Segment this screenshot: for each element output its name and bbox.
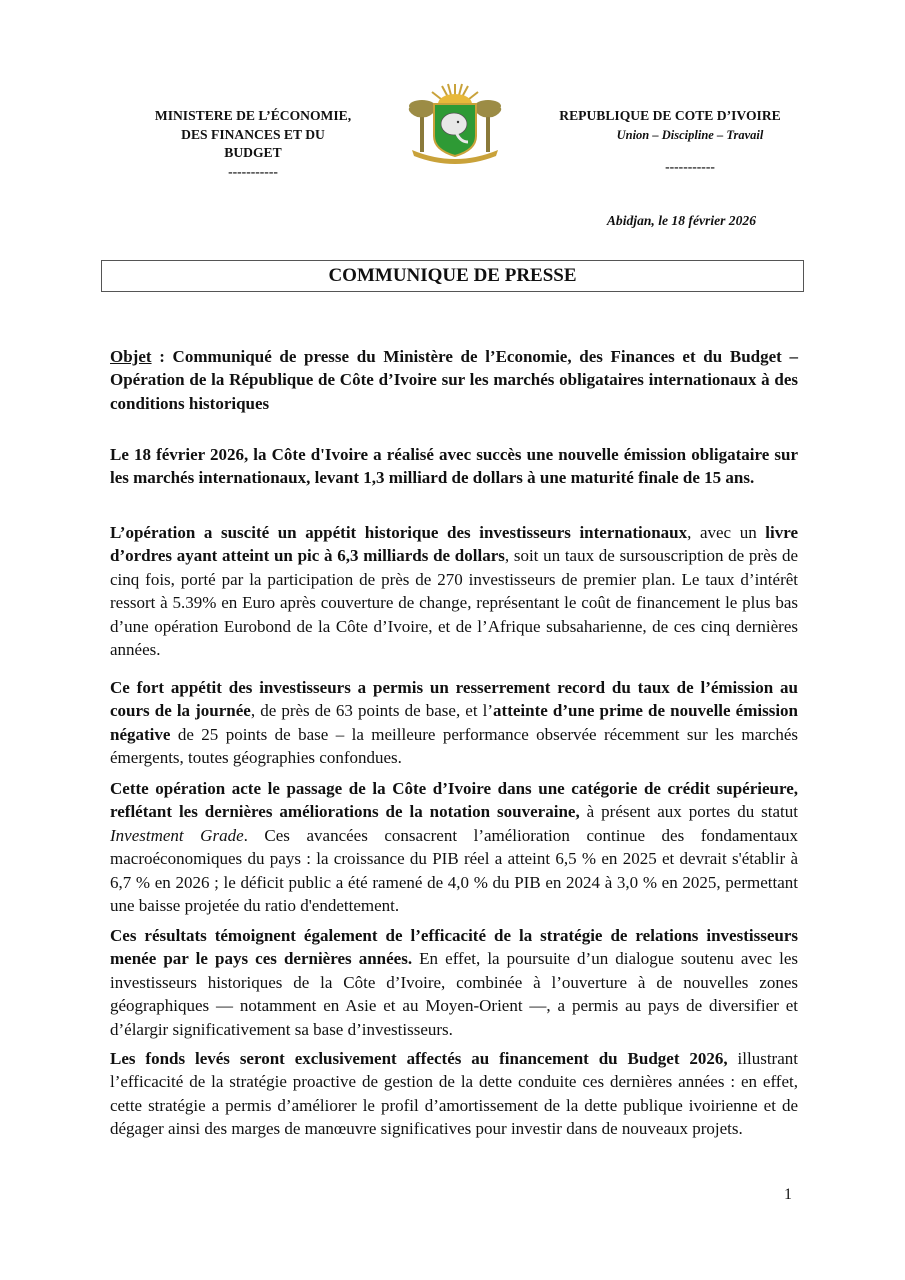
republic-header [520,107,820,177]
republic-separator: ----------- [665,159,715,174]
ministry-line-3: BUDGET [224,145,282,160]
object-sep: : [151,347,173,366]
p3-bold-2: atteinte d’une prime de nouvelle émission négative [110,701,799,744]
p2-text-2: , soit un taux de sursouscription de près de cinq fois, porté par la participation de près de 270 investisseurs de premier plan. Le taux d’intérêt ressort à 5.39% en Euro après couverture de change, représentant le coût de financement le plus bas d’une opération Eurobond de la Côte d’Ivoire, et de l’Afrique subsaharienne, de ces cinq dernières années. [110,546,798,660]
object-line [110,345,798,415]
p4-bold-1: Cette opération acte le passage de la Côte d’Ivoire dans une catégorie de crédit supérieure, reflétant les dernières améliorations de la notation souveraine, [110,779,798,822]
p6-bold-1: Les fonds levés seront exclusivement affectés au financement du Budget 2026, [110,1049,728,1068]
p5-bold-1: Ces résultats témoignent également de l’efficacité de la stratégie de relations investisseurs menée par le pays ces dernières années. [110,926,798,969]
p5-text-1: En effet, la poursuite d’un dialogue soutenu avec les investisseurs historiques de la Côte d’Ivoire, combinée à l’ouverture à de nouvelles zones géographiques — notamment en Asie et au Moyen-Orient —, a permis au pays de diversifier et d’élargir significativement sa base d’investisseurs. [110,949,798,1039]
paragraph-2 [110,521,798,661]
paragraph-3 [110,676,798,770]
ministry-header [118,107,388,181]
document-title: COMMUNIQUE DE PRESSE [101,260,804,292]
object-text: Communiqué de presse du Ministère de l’Economie, des Finances et du Budget – Opération de la République de Côte d’Ivoire sur les marchés obligataires internationaux à des conditions historiques [110,347,798,413]
republic-name: REPUBLIQUE DE COTE D’IVOIRE [559,108,781,123]
p4-italic: Investment Grade [110,825,244,845]
paragraph-4 [110,777,798,917]
page-number: 1 [784,1186,792,1203]
p1-bold: Le 18 février 2026, la Côte d'Ivoire a réalisé avec succès une nouvelle émission obligataire sur les marchés internationaux, levant 1,3 milliard de dollars à une maturité finale de 15 ans. [110,445,798,488]
p6-text-1: illustrant l’efficacité de la stratégie proactive de gestion de la dette conduite ces dernières années : en effet, cette stratégie a permis d’améliorer le profil d’amortissement de la dette publique ivoirienne et de dégager ainsi des marges de manœuvre significatives pour investir dans de nouveaux projets. [110,1049,798,1139]
ministry-line-2: DES FINANCES ET DU [181,126,325,142]
p2-text-1: , avec un [687,523,766,542]
paragraph-1 [110,443,798,490]
paragraph-6 [110,1047,798,1141]
p3-text-2: de 25 points de base – la meilleure performance observée récemment sur les marchés émergents, toutes géographies confondues. [110,724,798,768]
object-label: Objet [110,347,152,366]
p4-text-2: . Ces avancées consacrent l’amélioration continue des fondamentaux macroéconomiques du pays : la croissance du PIB réel a atteint 6,5 % en 2025 et devrait s'établir à 6,7 % en 2026 ; le déficit public a été ramené de 4,0 % du PIB en 2024 à 3,0 % en 2025, permettant une baisse projetée du ratio d'endettement. [110,825,798,916]
date-line: Abidjan, le 18 février 2026 [606,213,756,228]
paragraph-5 [110,924,798,1041]
p3-bold-1: Ce fort appétit des investisseurs a permis un resserrement record du taux de l’émission au cours de la journée [110,678,798,721]
ministry-separator: ----------- [228,163,278,179]
p2-bold-2: livre d’ordres ayant atteint un pic à 6,3 milliards de dollars [110,523,799,566]
cote-divoire-coat-of-arms-icon [404,80,506,168]
ministry-line-1: MINISTERE DE L’ÉCONOMIE, [154,108,352,123]
p3-text-1: , de près de 63 points de base, et l’ [250,701,494,721]
p4-text-1: à présent aux portes du statut [579,802,798,822]
national-motto: Union – Discipline – Travail [616,127,764,142]
p2-bold-1: L’opération a suscité un appétit historique des investisseurs internationaux [110,523,688,542]
